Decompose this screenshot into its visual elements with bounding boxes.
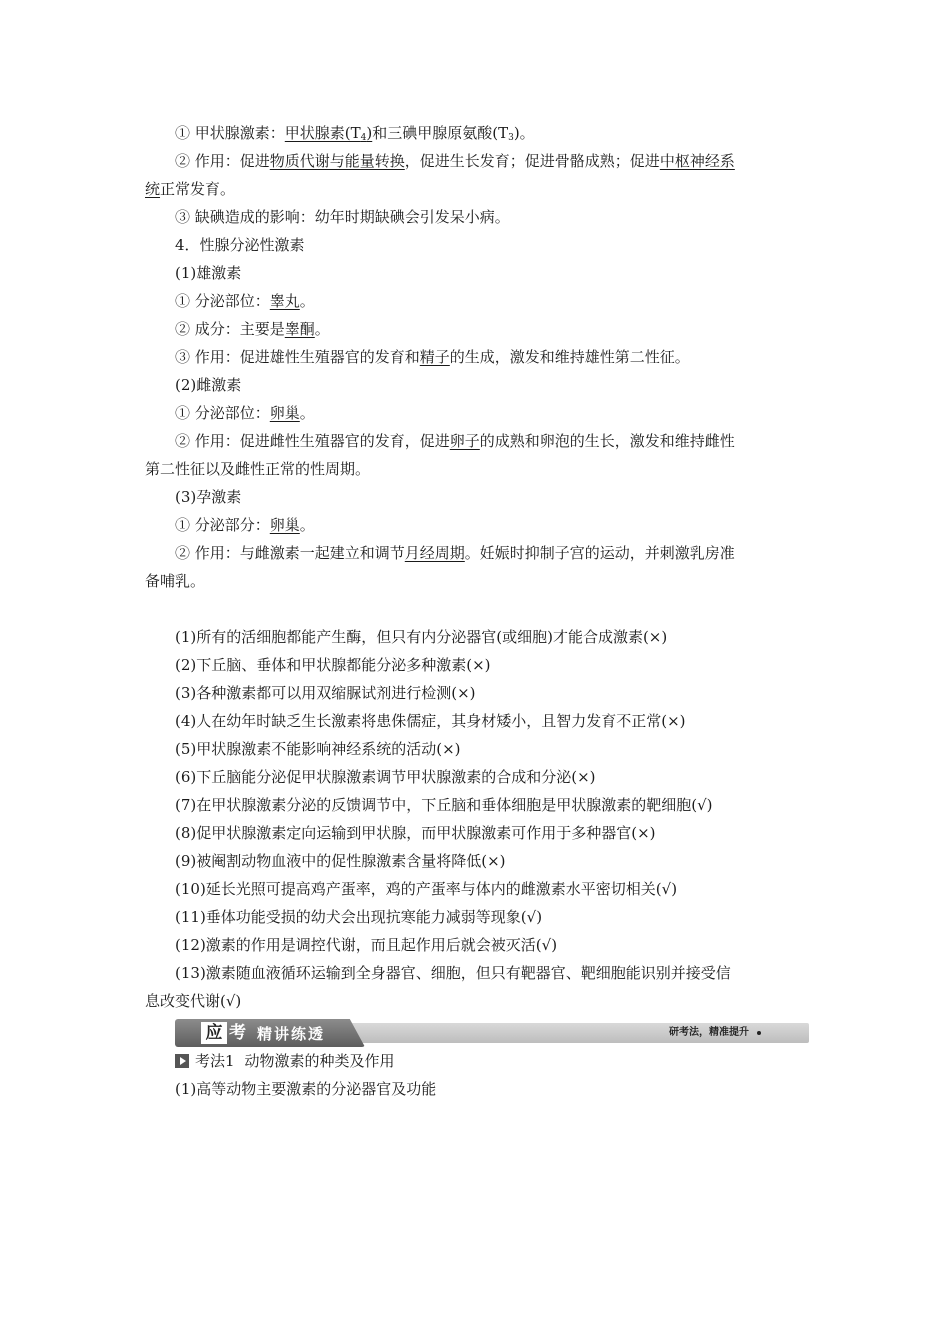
- answer-blank: 物质代谢与能量转换: [269, 152, 405, 170]
- thyroid-hormone-line: [145, 119, 809, 147]
- answer-blank: 卵巢: [269, 516, 300, 534]
- banner-char-1: 应: [201, 1022, 227, 1044]
- judgment-item: (7)在甲状腺激素分泌的反馈调节中，下丘脑和垂体细胞是甲状腺激素的靶细胞(√): [175, 796, 713, 814]
- text: 和三碘甲腺原氨酸(T: [372, 124, 509, 142]
- answer-blank: 月经周期: [404, 544, 465, 562]
- judgment-item: (10)延长光照可提高鸡产蛋率，鸡的产蛋率与体内的雌激素水平密切相关(√): [175, 880, 678, 898]
- text: 。妊娠时抑制子宫的运动，并刺激乳房准: [464, 544, 735, 562]
- judgment-item: (5)甲状腺激素不能影响神经系统的活动(×): [175, 740, 461, 758]
- document-page: [145, 119, 809, 1103]
- text: 。: [314, 320, 330, 338]
- text: 。: [299, 404, 315, 422]
- judgment-item: (6)下丘脑能分泌促甲状腺激素调节甲状腺激素的合成和分泌(×): [175, 768, 596, 786]
- method-subheading: (1)高等动物主要激素的分泌器官及功能: [175, 1080, 437, 1098]
- text: ): [366, 124, 373, 142]
- text: )。: [513, 124, 535, 142]
- text: ② 成分：主要是: [175, 320, 285, 338]
- banner-title: 精讲练透: [257, 1025, 326, 1043]
- male-function-line: [145, 343, 809, 371]
- answer-blank: 睾丸: [269, 292, 300, 310]
- female-secretion-line: [145, 399, 809, 427]
- subscript: 3: [508, 133, 514, 143]
- text: ，促进生长发育；促进骨骼成熟；促进: [404, 152, 660, 170]
- section-title: 4．性腺分泌性激素: [175, 236, 305, 254]
- prog-function-line: [145, 539, 809, 567]
- text: ① 分泌部位：: [175, 292, 270, 310]
- text: 甲状腺素(T: [284, 124, 361, 142]
- spacer: [145, 595, 809, 623]
- iodine-deficiency-line: ③ 缺碘造成的影响：幼年时期缺碘会引发呆小病。: [175, 208, 510, 226]
- judgment-item: (11)垂体功能受损的幼犬会出现抗寒能力减弱等现象(√): [175, 908, 543, 926]
- subscript: 4: [360, 133, 367, 143]
- thyroid-function-line: [145, 147, 809, 175]
- text: ① 分泌部位：: [175, 404, 270, 422]
- prog-function-cont: 备哺乳。: [145, 572, 206, 590]
- judgment-item: (8)促甲状腺激素定向运输到甲状腺，而甲状腺激素可作用于多种器官(×): [175, 824, 656, 842]
- male-secretion-line: [145, 287, 809, 315]
- subsection-title: (1)雄激素: [175, 264, 242, 282]
- judgment-item: (9)被阉割动物血液中的促性腺激素含量将降低(×): [175, 852, 506, 870]
- text: ② 作用：促进雌性生殖器官的发育，促进: [175, 432, 450, 450]
- method-heading: [145, 1047, 809, 1075]
- answer-blank: 卵子: [449, 432, 480, 450]
- text: ① 甲状腺激素：: [175, 124, 285, 142]
- judgment-item: (12)激素的作用是调控代谢，而且起作用后就会被灭活(√): [175, 936, 558, 954]
- banner-subtitle: 研考法，精准提升: [669, 1027, 749, 1038]
- judgment-item: (1)所有的活细胞都能产生酶，但只有内分泌器官(或细胞)才能合成激素(×): [175, 628, 668, 646]
- answer-blank: [285, 124, 372, 142]
- answer-blank: 统: [145, 180, 161, 198]
- section-banner: [145, 1019, 809, 1047]
- judgment-item: (2)下丘脑、垂体和甲状腺都能分泌多种激素(×): [175, 656, 491, 674]
- judgment-item: (13)激素随血液循环运输到全身器官、细胞，但只有靶器官、靶细胞能识别并接受信: [175, 964, 731, 982]
- answer-blank: 中枢神经系: [659, 152, 735, 170]
- judgment-list: [145, 623, 809, 1015]
- text: 。: [299, 292, 315, 310]
- play-triangle-icon: [175, 1054, 189, 1068]
- text: 正常发育。: [160, 180, 236, 198]
- text: 的生成，激发和维持雄性第二性征。: [449, 348, 690, 366]
- text: ③ 作用：促进雄性生殖器官的发育和: [175, 348, 420, 366]
- thyroid-function-cont: [145, 175, 809, 203]
- text: ② 作用：与雌激素一起建立和调节: [175, 544, 405, 562]
- prog-secretion-line: [145, 511, 809, 539]
- banner-char-2: 考: [229, 1023, 246, 1043]
- subsection-title: (2)雌激素: [175, 376, 242, 394]
- method-title: 动物激素的种类及作用: [244, 1052, 395, 1070]
- answer-blank: 睾酮: [284, 320, 315, 338]
- male-component-line: [145, 315, 809, 343]
- answer-blank: 卵巢: [269, 404, 300, 422]
- text: 的成熟和卵泡的生长，激发和维持雌性: [479, 432, 735, 450]
- female-function-line: [145, 427, 809, 455]
- text: ② 作用：促进: [175, 152, 270, 170]
- answer-blank: 精子: [419, 348, 450, 366]
- female-function-cont: 第二性征以及雌性正常的性周期。: [145, 460, 371, 478]
- judgment-item: (3)各种激素都可以用双缩脲试剂进行检测(×): [175, 684, 476, 702]
- judgment-item-cont: 息改变代谢(√): [145, 992, 242, 1010]
- text: 。: [299, 516, 315, 534]
- text: ① 分泌部分：: [175, 516, 270, 534]
- judgment-item: (4)人在幼年时缺乏生长激素将患侏儒症，其身材矮小，且智力发育不正常(×): [175, 712, 686, 730]
- method-label: 考法1: [195, 1052, 235, 1070]
- bullet-dot-icon: [757, 1031, 761, 1035]
- subsection-title: (3)孕激素: [175, 488, 242, 506]
